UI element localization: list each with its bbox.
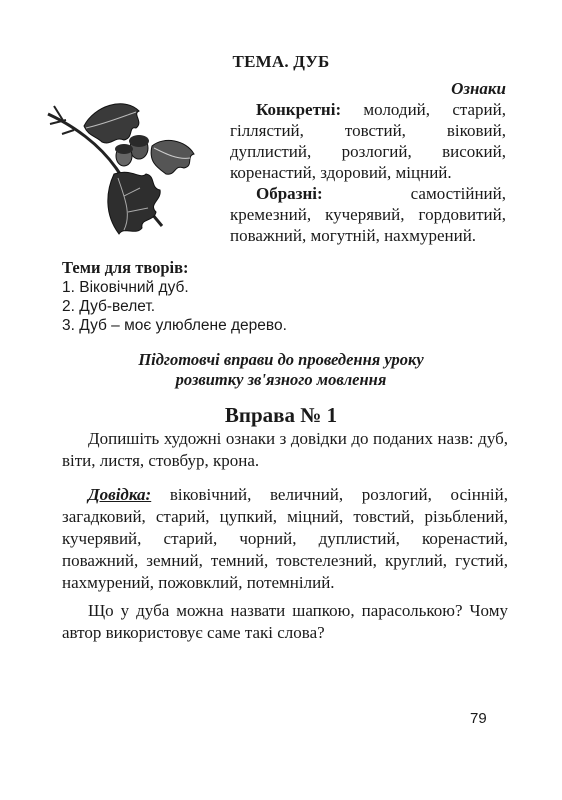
hint-text: віковічний, величний, розлогий, осінній, загадковий, старий, цупкий, міцний, товстий, різьблений, кучерявий, старий, чорний, дуплистий, коренастий, поважний, земний, темний, товстелезний, круглий, густий, нахмурений, пожовклий, потемнілий. [62,485,508,592]
exercise-task: Допишіть художні ознаки з довідки до поданих назв: дуб, віти, листя, стовбур, крона. [62,429,508,470]
hint-block [62,484,508,594]
preparatory-heading [0,350,562,390]
exercise-question: Що у дуба можна назвати шапкою, парасолькою? Чому автор використовує саме такі слова? [62,601,508,642]
figurative-label: Образні: [256,184,323,203]
page-title: ТЕМА. ДУБ [232,52,330,71]
concrete-text: молодий, старий, гіллястий, товстий, віковий, дуплистий, розлогий, високий, коренастий, здоровий, міцний. [230,100,506,182]
concrete-signs [230,99,506,183]
topic-item: 3. Дуб – моє улюблене дерево. [62,317,287,334]
concrete-label: Конкретні: [256,100,342,119]
signs-heading: Ознаки [451,79,506,98]
signs-block [230,78,506,246]
exercise-title: Вправа № 1 [224,403,338,427]
topic-item: 2. Дуб-велет. [62,298,156,315]
preparatory-line-2: розвитку зв'язного мовлення [175,370,387,389]
page-number: 79 [470,710,487,727]
figurative-signs [230,183,506,246]
essay-topics [62,258,482,335]
preparatory-line-1: Підготовчі вправи до проведення уроку [138,350,424,369]
oak-branch-illustration [44,96,204,246]
topics-heading: Теми для творів: [62,258,189,277]
topic-item: 1. Віковічний дуб. [62,279,189,296]
figurative-text: самостійний, кремезний, кучерявий, гордовитий, поважний, могутній, нахмурений. [230,184,506,245]
hint-label: Довідка: [88,485,152,504]
